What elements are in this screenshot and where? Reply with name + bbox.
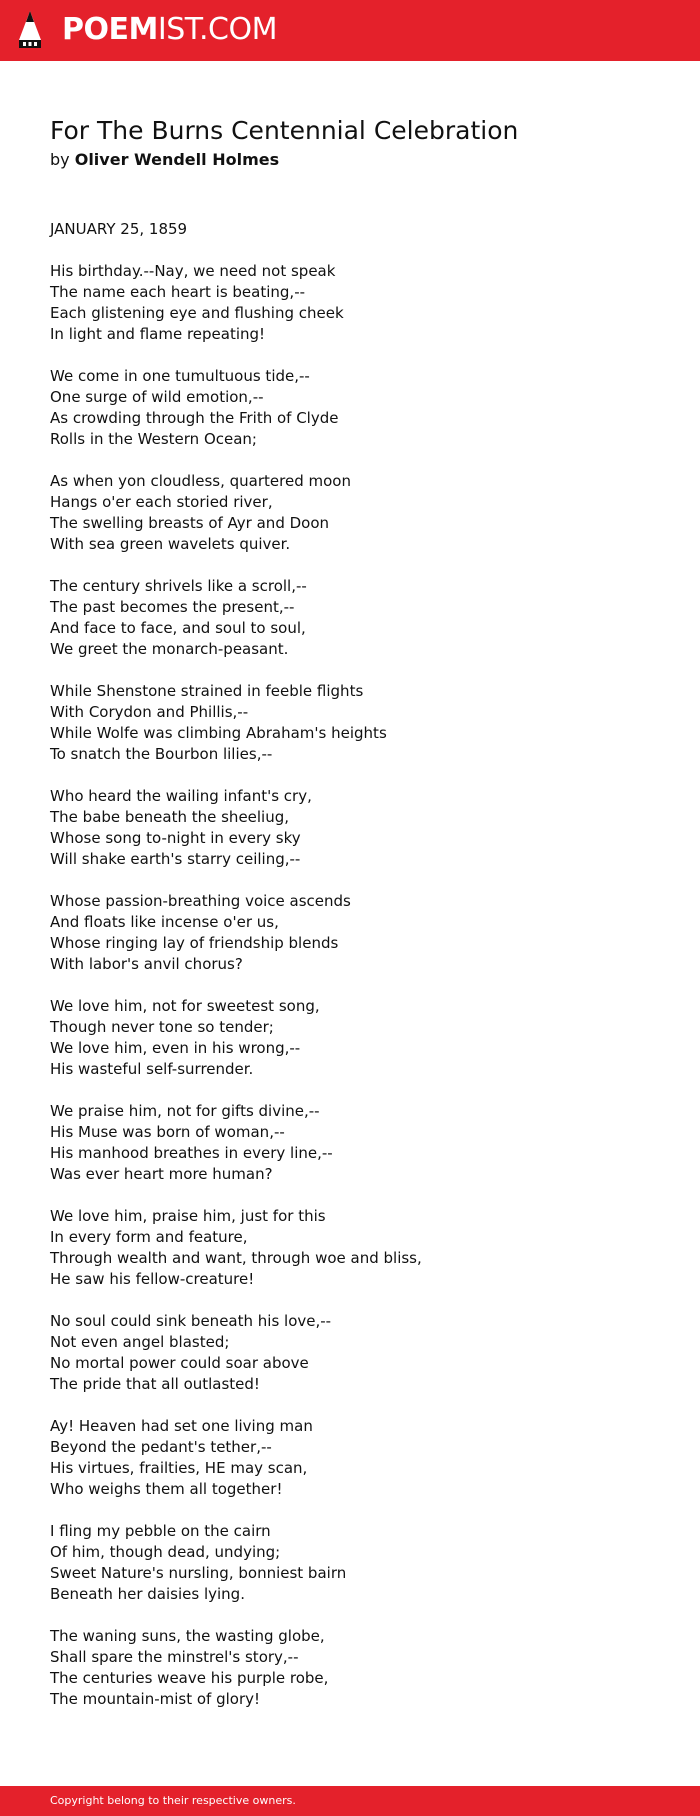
copyright-notice: Copyright belong to their respective owners. bbox=[50, 1794, 296, 1807]
by-label: by bbox=[50, 150, 70, 169]
pencil-icon bbox=[17, 10, 43, 52]
site-footer bbox=[0, 1786, 700, 1816]
poem-title: For The Burns Centennial Celebration bbox=[50, 116, 519, 145]
logo-text bbox=[62, 10, 277, 50]
poem-body: JANUARY 25, 1859 His birthday.--Nay, we need not speak The name each heart is beating,-- Each glistening eye and flushing cheek In light and flame repeating! We come in one tumultuous tide,-- One surge of wild emotion,-- As crowding through the Frith of Clyde Rolls in the Western Ocean; As when yon cloudless, quartered moon Hangs o'er each storied river, The swelling breasts of Ayr and Doon With sea green wavelets quiver. The century shrivels like a scroll,-- The past becomes the present,-- And face to face, and soul to soul, We greet the monarch-peasant. While Shenstone strained in feeble flights With Corydon and Phillis,-- While Wolfe was climbing Abraham's heights To snatch the Bourbon lilies,-- Who heard the wailing infant's cry, The babe beneath the sheeliug, Whose song to-night in every sky Will shake earth's starry ceiling,-- Whose passion-breathing voice ascends And floats like incense o'er us, Whose ringing lay of friendship blends With labor's anvil chorus? We love him, not for sweetest song, Though never tone so tender; We love him, even in his wrong,-- His wasteful self-surrender. We praise him, not for gifts divine,-- His Muse was born of woman,-- His manhood breathes in every line,-- Was ever heart more human? We love him, praise him, just for this In every form and feature, Through wealth and want, through woe and bliss, He saw his fellow-creature! No soul could sink beneath his love,-- Not even angel blasted; No mortal power could soar above The pride that all outlasted! Ay! Heaven had set one living man Beyond the pedant's tether,-- His virtues, frailties, HE may scan, Who weighs them all together! I fling my pebble on the cairn Of him, though dead, undying; Sweet Nature's nursling, bonniest bairn Beneath her daisies lying. The waning suns, the wasting globe, Shall spare the minstrel's story,-- The centuries weave his purple robe, The mountain-mist of glory! bbox=[50, 220, 422, 1708]
logo-text-light: IST.COM bbox=[157, 12, 277, 47]
poem-author: Oliver Wendell Holmes bbox=[74, 150, 280, 169]
poem-byline bbox=[50, 149, 279, 171]
site-header bbox=[0, 0, 700, 61]
logo-text-strong: POEM bbox=[62, 12, 158, 47]
